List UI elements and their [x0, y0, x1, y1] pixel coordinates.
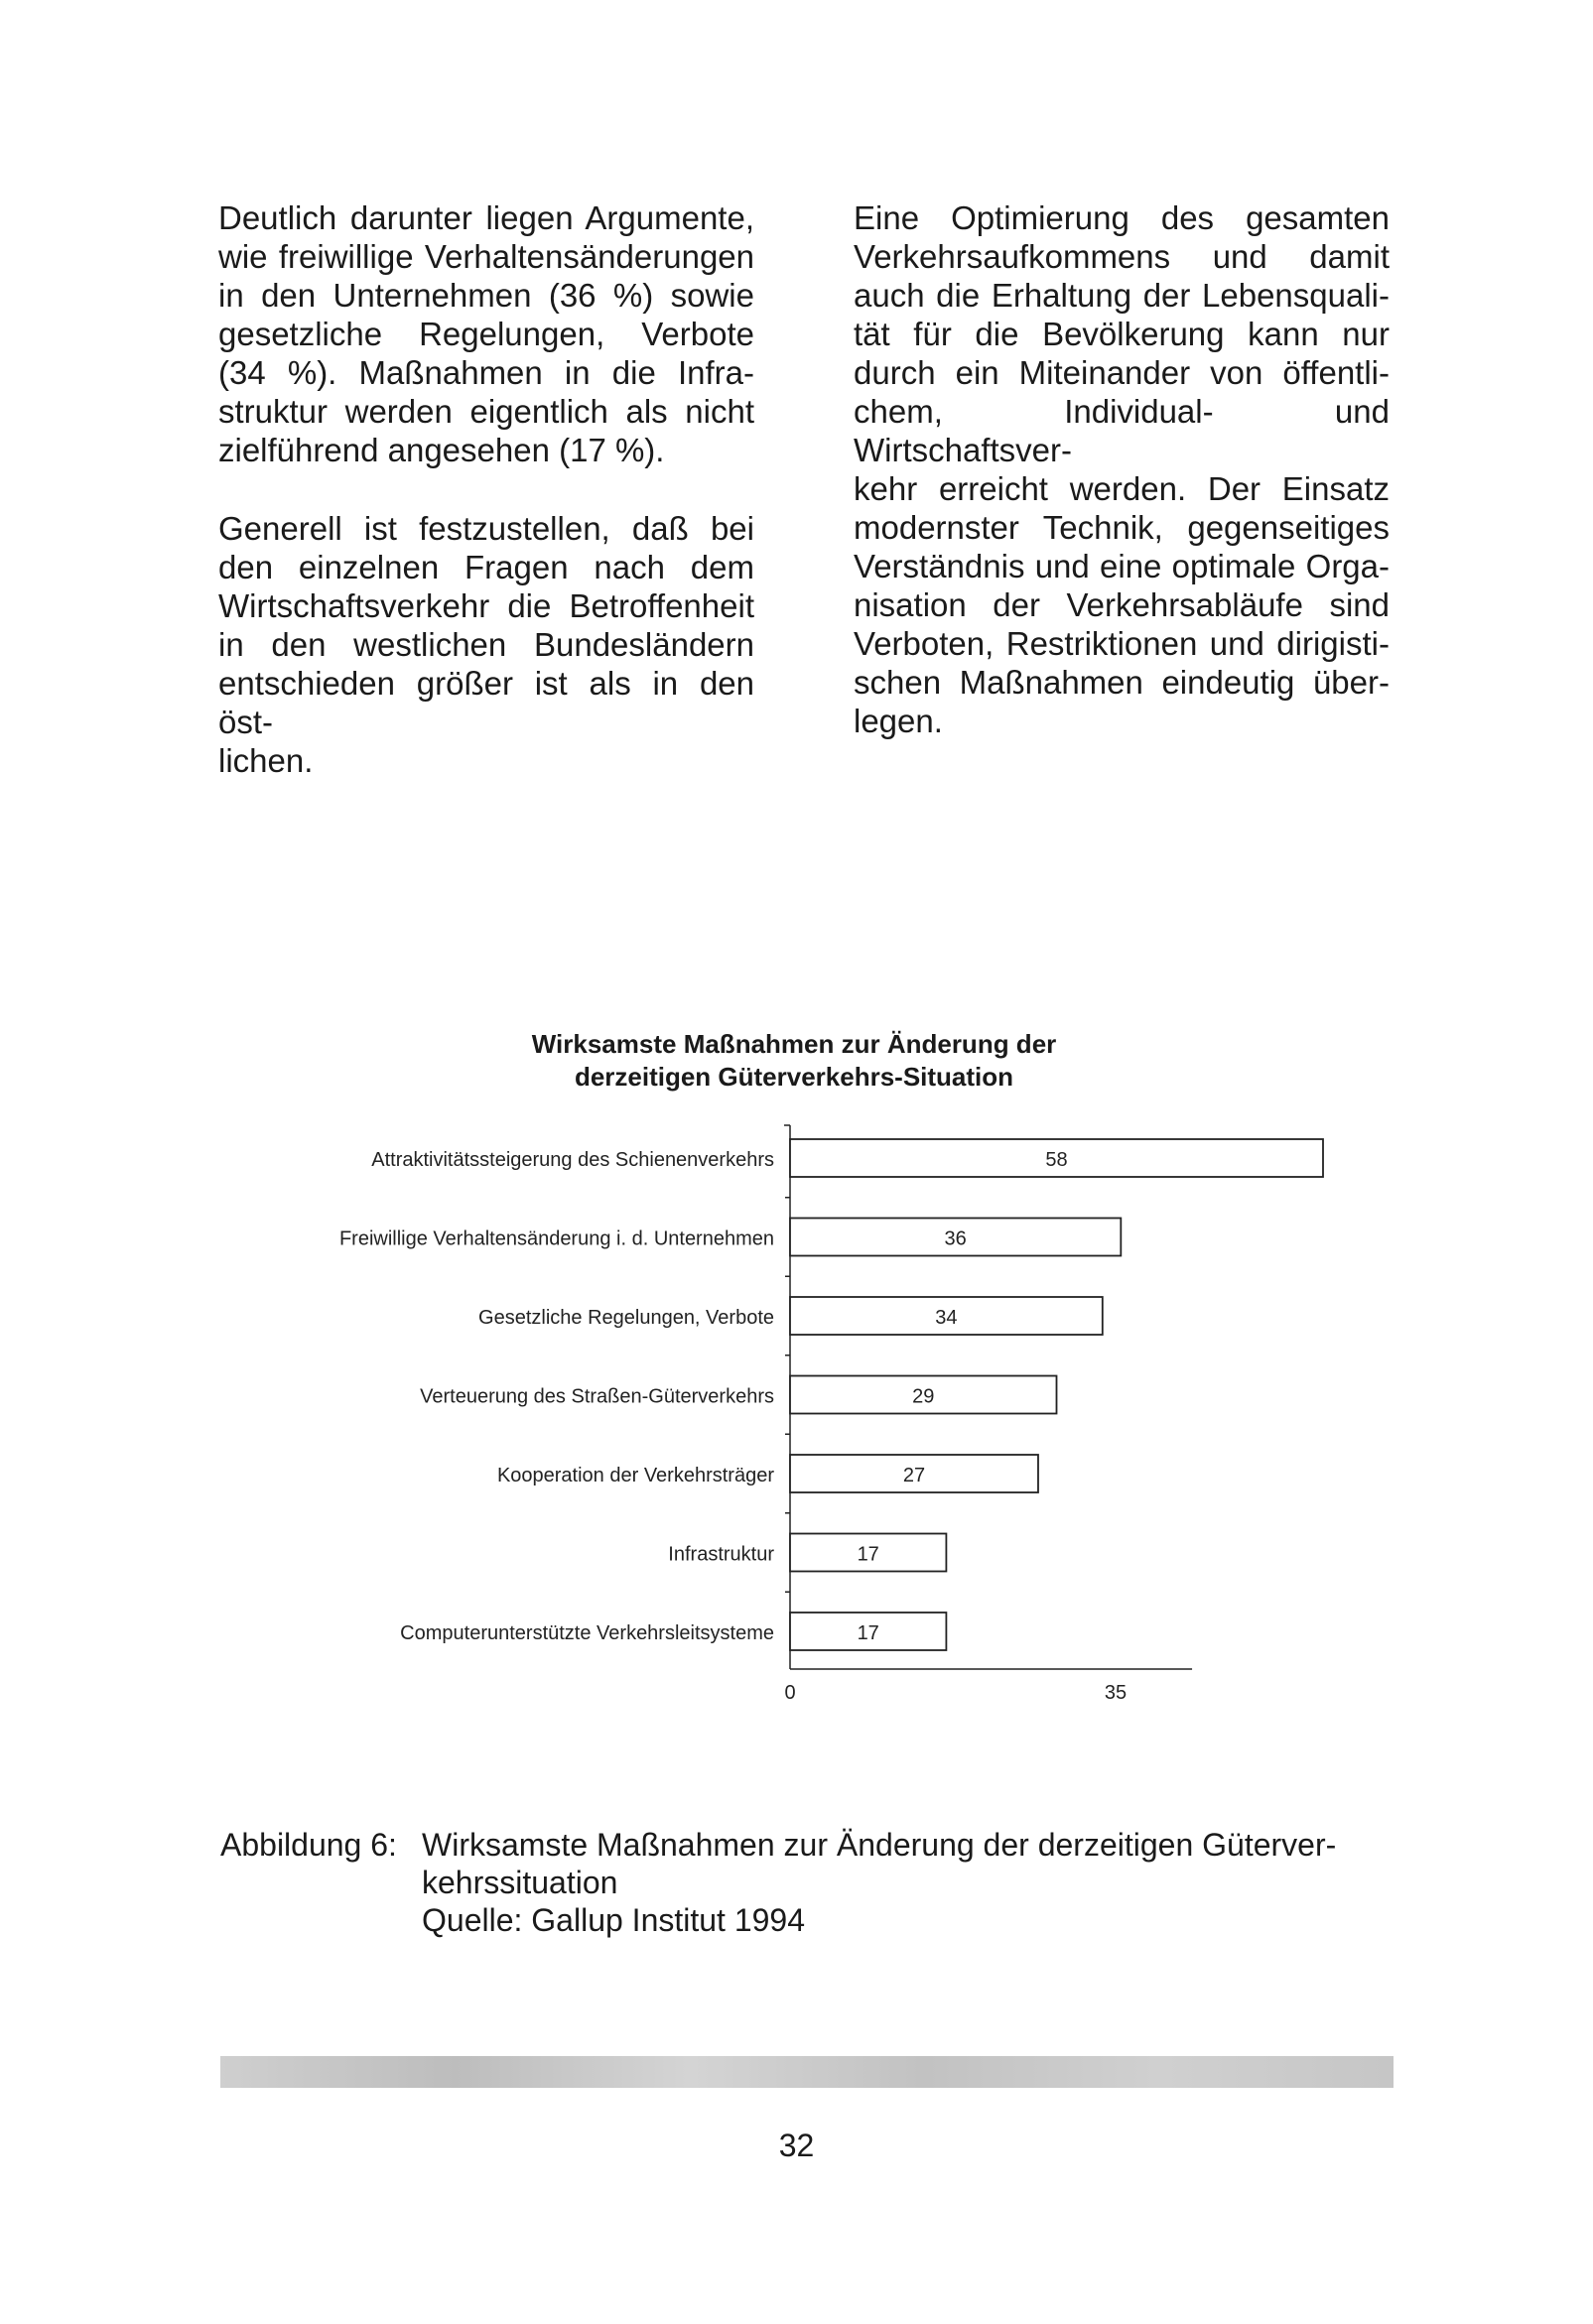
- page-number: 32: [778, 2128, 815, 2163]
- text-line: Deutlich darunter liegen Argumente,: [218, 199, 754, 236]
- text-line: schen Maßnahmen eindeutig über-: [854, 664, 1390, 701]
- text-line: Verkehrsaufkommens und damit: [854, 238, 1390, 275]
- text-line: gesetzliche Regelungen, Verbote: [218, 316, 754, 352]
- text-line: kehr erreicht werden. Der Einsatz: [854, 470, 1390, 507]
- text-line: modernster Technik, gegenseitiges: [854, 509, 1390, 546]
- text-line: den einzelnen Fragen nach dem: [218, 549, 754, 585]
- text-line: zielführend angesehen (17 %).: [218, 432, 665, 468]
- text-line: auch die Erhaltung der Lebensquali-: [854, 277, 1390, 314]
- text-line: Eine Optimierung des gesamten: [854, 199, 1390, 236]
- category-label: Attraktivitätssteigerung des Schienenverkehrs: [371, 1149, 774, 1171]
- x-tick-label: 0: [784, 1682, 796, 1704]
- text-line: in den Unternehmen (36 %) sowie: [218, 277, 754, 314]
- text-line: chem, Individual- und Wirtschaftsver-: [854, 393, 1390, 468]
- category-label: Gesetzliche Regelungen, Verbote: [478, 1307, 774, 1329]
- text-line: Wirtschaftsverkehr die Betroffenheit: [218, 587, 754, 624]
- text-line: Verständnis und eine optimale Orga-: [854, 548, 1390, 584]
- caption-line-2: kehrssituation: [422, 1865, 618, 1900]
- text-line: in den westlichen Bundesländern: [218, 626, 754, 663]
- category-label: Computerunterstützte Verkehrsleitsysteme: [400, 1622, 774, 1644]
- bar-value-label: 17: [857, 1622, 879, 1644]
- category-label: Verteuerung des Straßen-Güterverkehrs: [420, 1385, 774, 1408]
- text-line: tät für die Bevölkerung kann nur: [854, 316, 1390, 352]
- bar-value-label: 29: [912, 1385, 935, 1408]
- text-line: Verboten, Restriktionen und dirigisti-: [854, 625, 1390, 662]
- caption-line-1: Wirksamste Maßnahmen zur Änderung der derzeitigen Güterver-: [422, 1827, 1337, 1863]
- text-line: lichen.: [218, 742, 314, 779]
- category-label: Infrastruktur: [668, 1543, 774, 1566]
- category-label: Kooperation der Verkehrsträger: [496, 1465, 774, 1486]
- bar-value-label: 34: [935, 1307, 958, 1329]
- category-label: Freiwillige Verhaltensänderung i. d. Unternehmen: [338, 1227, 774, 1250]
- text-line: struktur werden eigentlich als nicht: [218, 393, 754, 430]
- bar-value-label: 27: [902, 1465, 926, 1486]
- text-line: entschieden größer ist als in den öst-: [218, 665, 754, 740]
- bar-value-label: 17: [857, 1543, 879, 1566]
- text-line: durch ein Miteinander von öffentli-: [854, 354, 1390, 391]
- caption-source: Quelle: Gallup Institut 1994: [422, 1902, 806, 1938]
- chart-title-line-1: Wirksamste Maßnahmen zur Änderung der: [531, 1029, 1057, 1059]
- footer-grey-band: [220, 2056, 1394, 2088]
- text-line: legen.: [854, 703, 943, 739]
- chart-title-line-2: derzeitigen Güterverkehrs-Situation: [574, 1062, 1014, 1092]
- text-line: nisation der Verkehrsabläufe sind: [854, 586, 1390, 623]
- bar-value-label: 36: [944, 1227, 967, 1250]
- text-line: wie freiwillige Verhaltensänderungen: [218, 238, 754, 275]
- caption-label: Abbildung 6:: [220, 1827, 397, 1863]
- x-tick-label: 35: [1104, 1682, 1128, 1704]
- text-line: Generell ist festzustellen, daß bei: [218, 510, 754, 547]
- caption-body: [422, 1826, 1414, 1939]
- bar-value-label: 58: [1045, 1149, 1068, 1171]
- text-line: (34 %). Maßnahmen in die Infra-: [218, 354, 754, 391]
